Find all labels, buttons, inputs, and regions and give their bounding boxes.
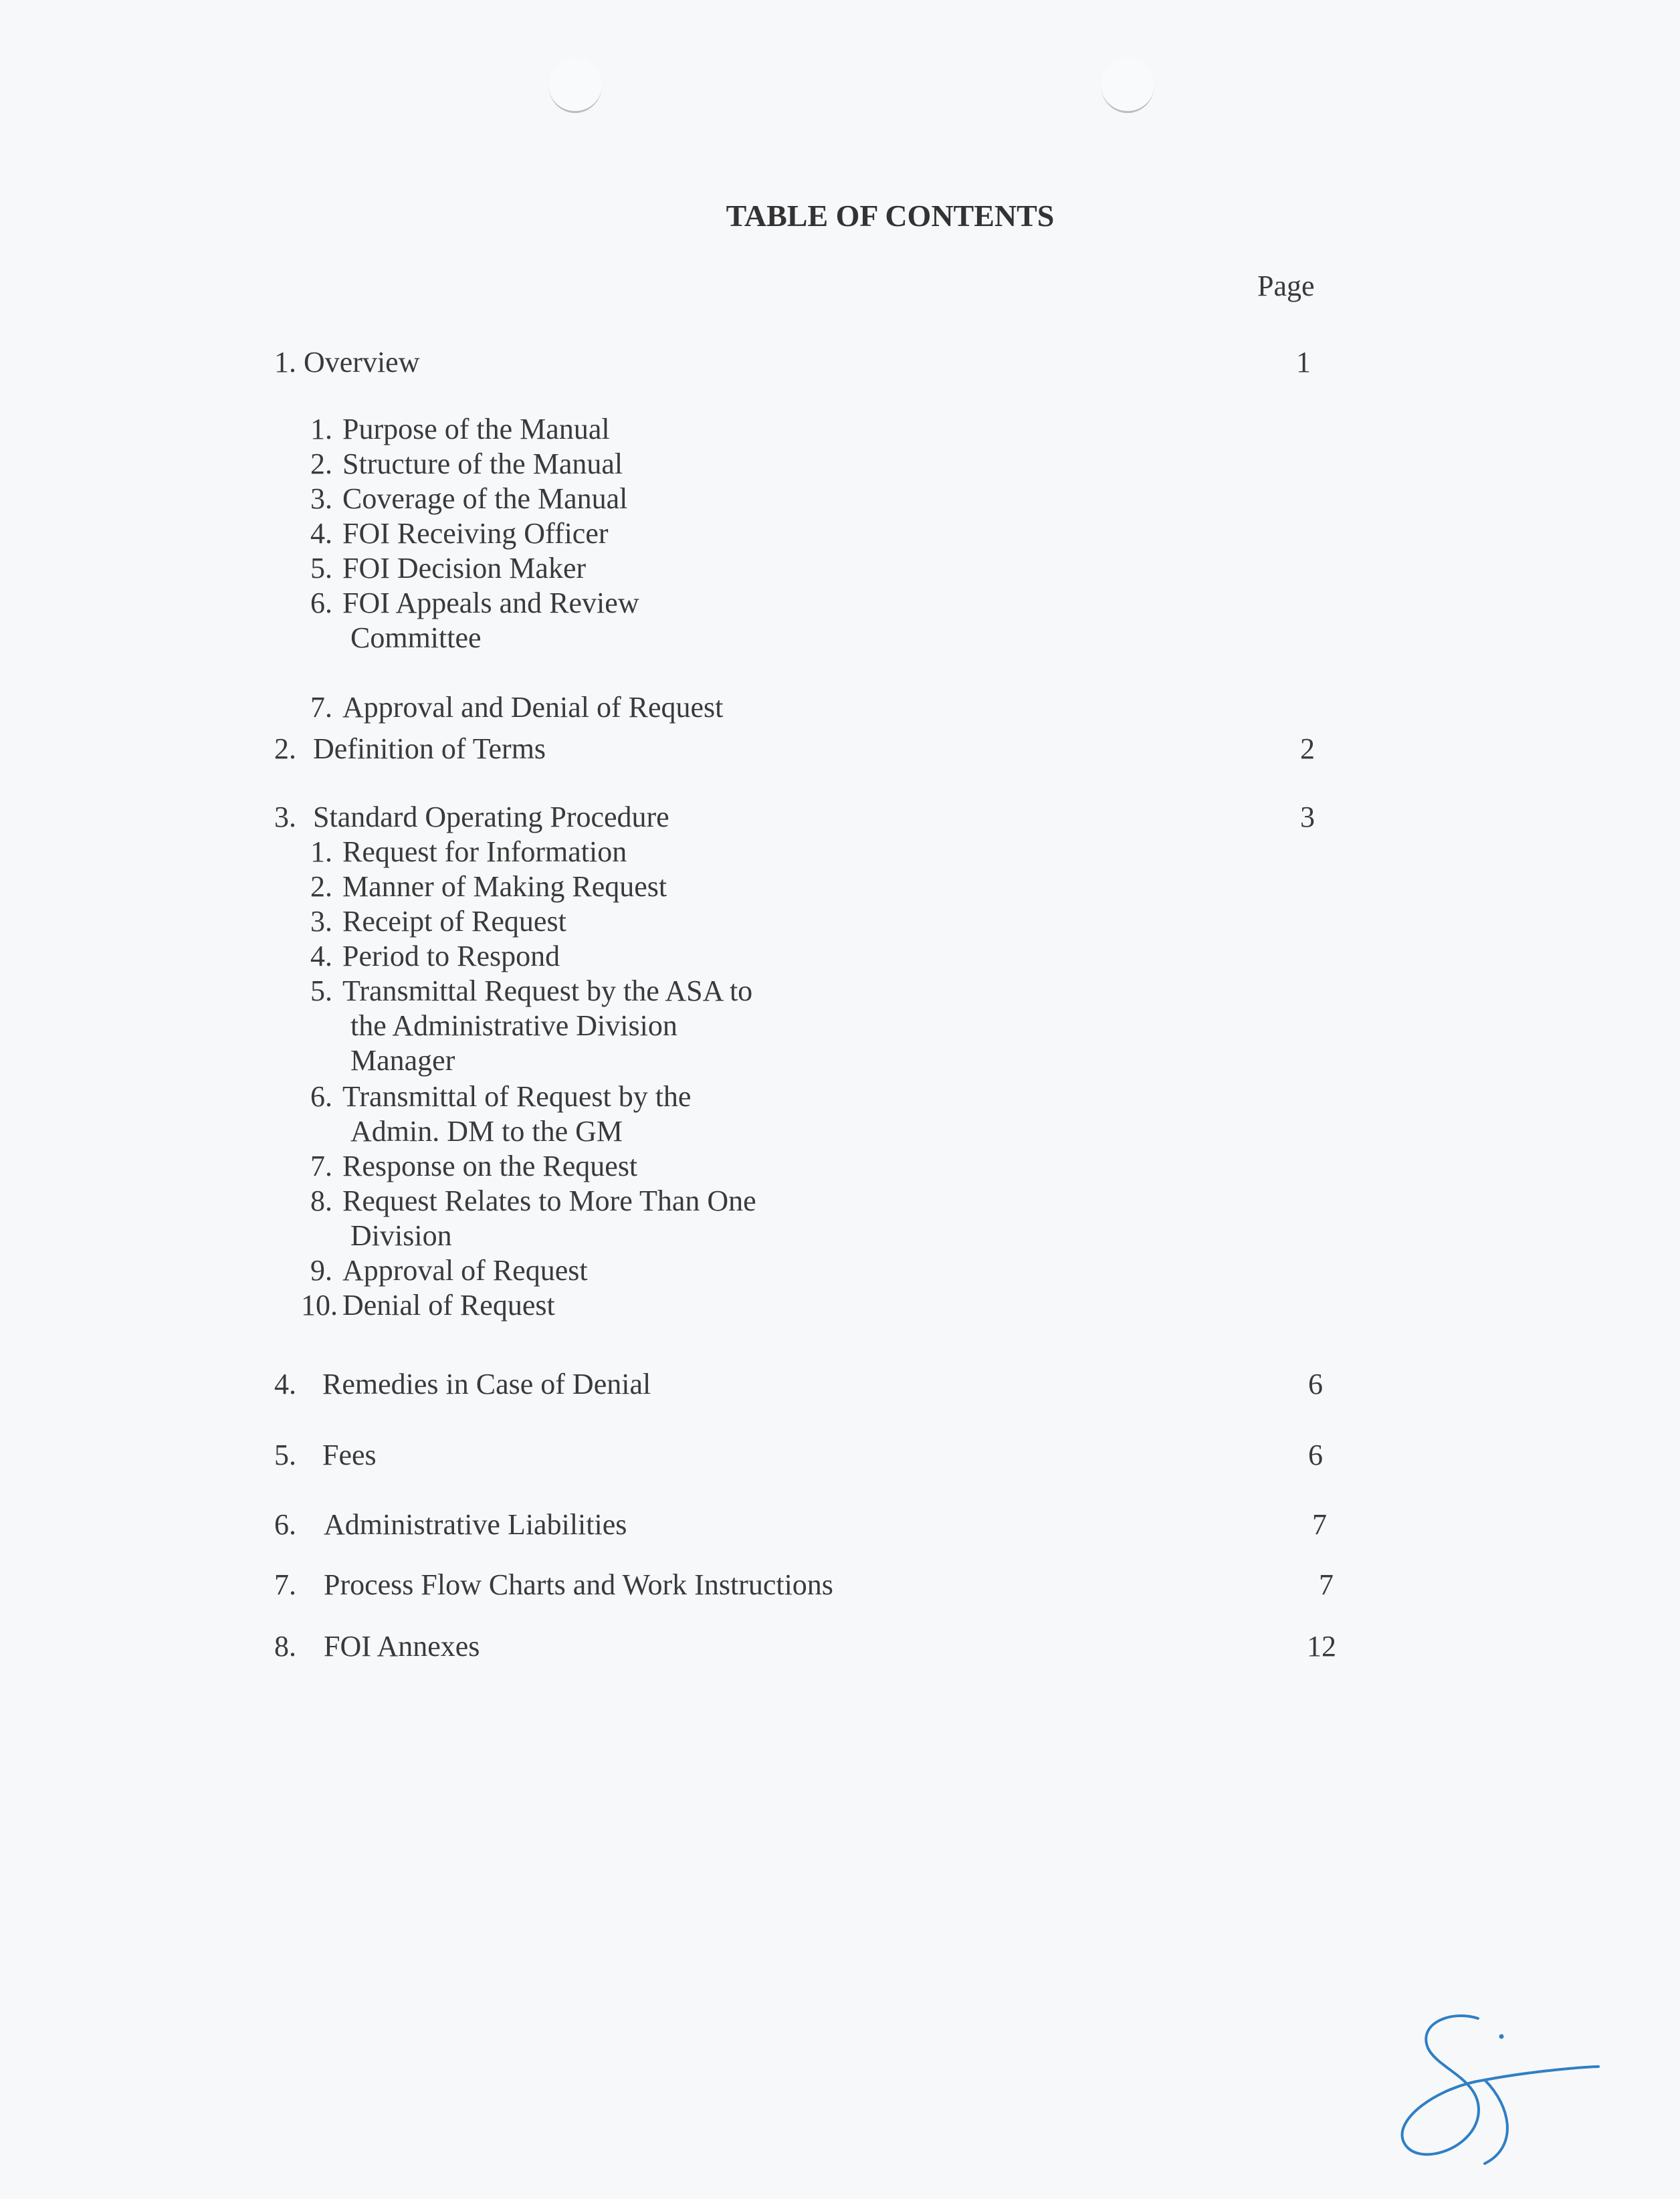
subsection-title-continued: Committee — [350, 621, 482, 654]
section-title: Fees — [322, 1439, 377, 1471]
signature-mark — [1378, 2006, 1645, 2180]
section-page-number: 3 — [1300, 801, 1315, 833]
section-number: 2. — [274, 732, 296, 765]
subsection-number: 2. — [310, 447, 332, 480]
subsection-title: Receipt of Request — [342, 905, 566, 938]
page-title: TABLE OF CONTENTS — [726, 199, 1055, 233]
section-number: 1. — [274, 346, 296, 379]
section-page-number: 1 — [1296, 346, 1311, 379]
subsection-title: FOI Receiving Officer — [342, 517, 609, 550]
subsection-title: Approval and Denial of Request — [342, 691, 724, 724]
section-number: 6. — [274, 1508, 296, 1541]
section-title: Remedies in Case of Denial — [322, 1368, 651, 1400]
page-column-header: Page — [1257, 270, 1315, 302]
subsection-number: 3. — [310, 482, 332, 515]
section-number: 8. — [274, 1630, 296, 1663]
subsection-number: 10. — [301, 1289, 338, 1322]
subsection-title: Response on the Request — [342, 1150, 638, 1182]
section-title: Overview — [304, 346, 420, 379]
subsection-title: Structure of the Manual — [342, 447, 623, 480]
section-number: 4. — [274, 1368, 296, 1400]
section-title: Process Flow Charts and Work Instructions — [324, 1568, 833, 1601]
subsection-number: 6. — [310, 1080, 332, 1113]
subsection-title: Request Relates to More Than One — [342, 1184, 756, 1217]
subsection-number: 3. — [310, 905, 332, 938]
subsection-number: 1. — [310, 835, 332, 868]
subsection-title-continued: Admin. DM to the GM — [350, 1115, 623, 1148]
subsection-title: Denial of Request — [342, 1289, 555, 1322]
subsection-title: FOI Appeals and Review — [342, 587, 639, 619]
section-page-number: 7 — [1312, 1508, 1327, 1541]
subsection-number: 6. — [310, 587, 332, 619]
section-title: Administrative Liabilities — [324, 1508, 627, 1541]
section-number: 7. — [274, 1568, 296, 1601]
subsection-number: 2. — [310, 870, 332, 903]
subsection-number: 8. — [310, 1184, 332, 1217]
subsection-title: Manner of Making Request — [342, 870, 667, 903]
subsection-number: 4. — [310, 940, 332, 972]
subsection-title: Period to Respond — [342, 940, 560, 972]
subsection-number: 5. — [310, 552, 332, 585]
section-page-number: 2 — [1300, 732, 1315, 765]
section-page-number: 6 — [1308, 1439, 1323, 1471]
section-number: 5. — [274, 1439, 296, 1471]
section-title: Standard Operating Procedure — [313, 801, 669, 833]
section-title: FOI Annexes — [324, 1630, 480, 1663]
section-page-number: 6 — [1308, 1368, 1323, 1400]
subsection-number: 7. — [310, 1150, 332, 1182]
subsection-number: 5. — [310, 974, 332, 1007]
section-title: Definition of Terms — [313, 732, 546, 765]
subsection-number: 7. — [310, 691, 332, 724]
subsection-title: Coverage of the Manual — [342, 482, 628, 515]
subsection-title-continued: Division — [350, 1219, 452, 1252]
subsection-title: Request for Information — [342, 835, 627, 868]
section-number: 3. — [274, 801, 296, 833]
section-page-number: 7 — [1319, 1568, 1334, 1601]
subsection-title: Transmittal Request by the ASA to — [342, 974, 753, 1007]
section-page-number: 12 — [1307, 1630, 1336, 1663]
subsection-title: Purpose of the Manual — [342, 413, 610, 445]
subsection-title: Approval of Request — [342, 1254, 588, 1287]
subsection-title: FOI Decision Maker — [342, 552, 587, 585]
subsection-number: 1. — [310, 413, 332, 445]
subsection-title: Transmittal of Request by the — [342, 1080, 692, 1113]
subsection-number: 9. — [310, 1254, 332, 1287]
subsection-title-continued: Manager — [350, 1044, 455, 1077]
subsection-number: 4. — [310, 517, 332, 550]
subsection-title-continued: the Administrative Division — [350, 1009, 677, 1042]
